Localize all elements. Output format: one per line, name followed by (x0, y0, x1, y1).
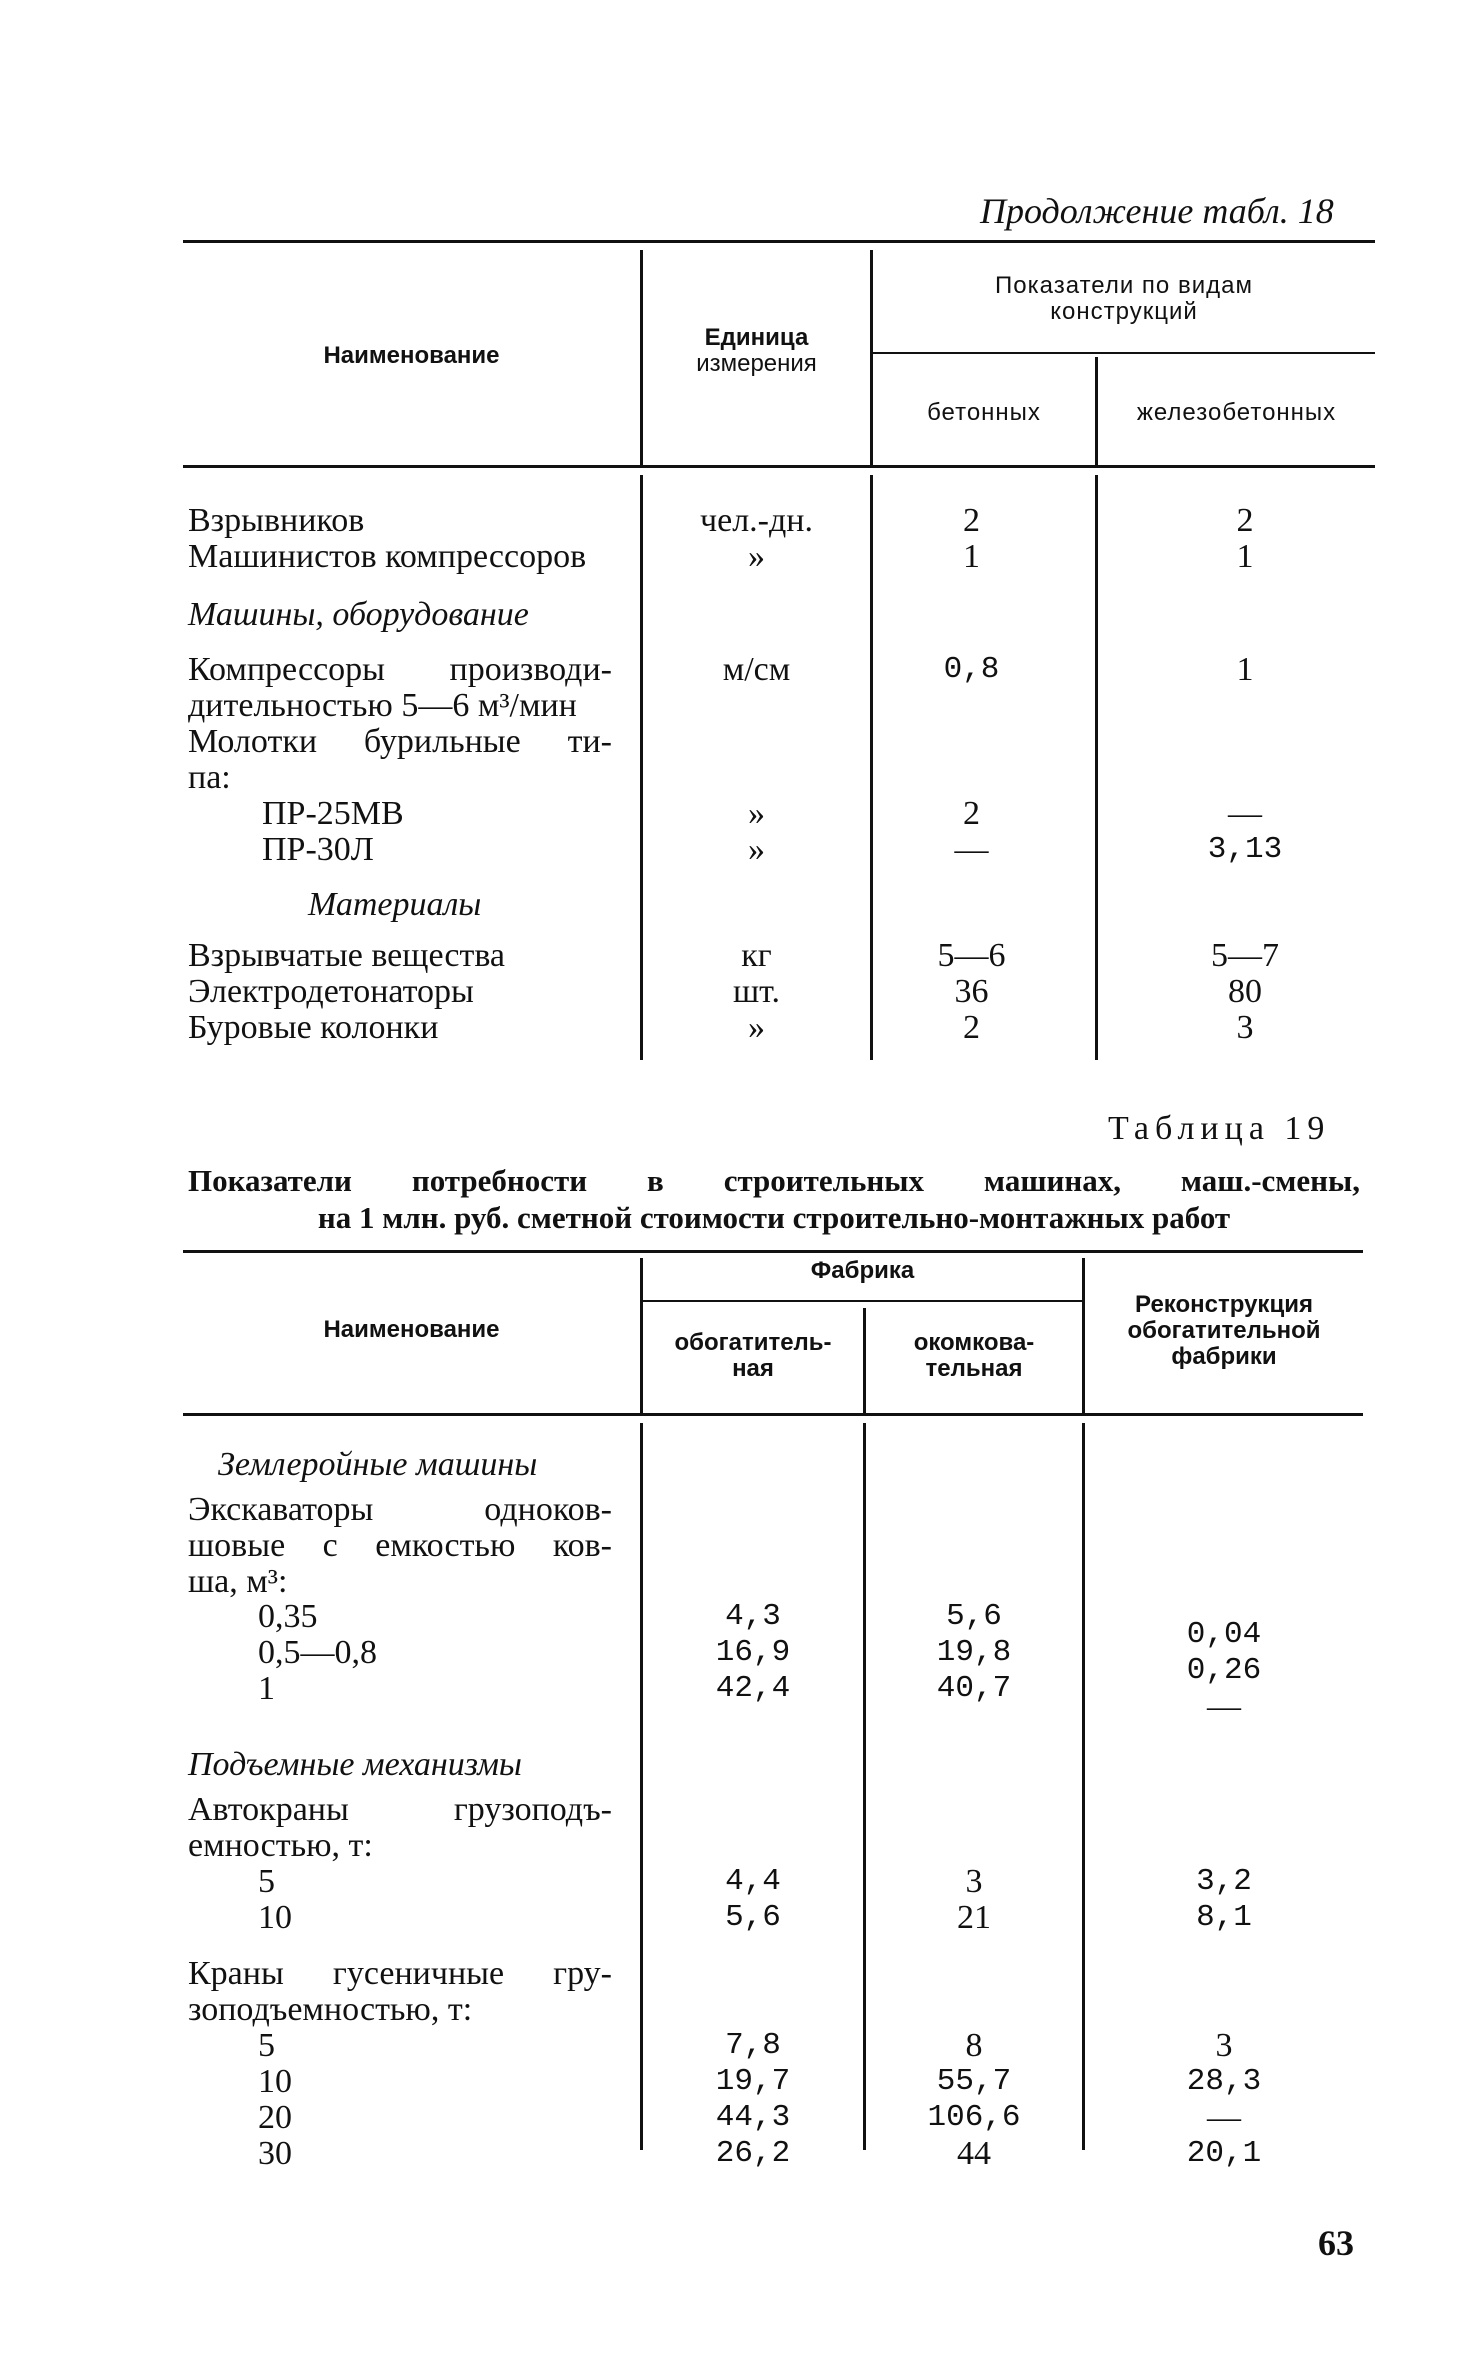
t18-material-unit: кг (741, 937, 772, 974)
t19-excav-enrich: 42,4 (715, 1671, 791, 1706)
t19-header-enrich: обогатитель- (674, 1329, 832, 1356)
t19-excav-size: 1 (258, 1670, 275, 1707)
t19-group-rule (643, 1300, 1082, 1302)
t19-header-rule (183, 1413, 1363, 1416)
t19-autocrane-line: Автокраны грузоподъ- (188, 1791, 612, 1828)
t18-material-name: Взрывчатые вещества (188, 937, 506, 974)
t19-autocrane-line: емностью, т: (188, 1827, 373, 1864)
t19-crawler-pellet: 55,7 (936, 2064, 1012, 2099)
t18-header-unit: измерения (696, 350, 817, 377)
t19-crawler-capacity: 20 (258, 2099, 292, 2136)
t18-material-concrete: 36 (954, 973, 989, 1010)
t18-body-divider (1095, 475, 1098, 1060)
t18-top-rule (183, 240, 1375, 243)
t19-crawler-pellet: 8 (965, 2027, 983, 2064)
t19-crawler-enrich: 19,7 (715, 2064, 791, 2099)
continuation-label: Продолжение табл. 18 (980, 191, 1334, 231)
t18-material-reinforced: 5—7 (1211, 937, 1279, 974)
t19-autocrane-recon: 8,1 (1196, 1900, 1252, 1935)
t19-crawler-enrich: 26,2 (715, 2136, 791, 2171)
t18-group-rule (873, 352, 1375, 354)
t19-header-pellet: тельная (925, 1355, 1023, 1382)
t19-crawler-recon: — (1207, 2099, 1241, 2136)
t19-autocrane-capacity: 5 (258, 1863, 275, 1900)
t18-material-concrete: 5—6 (937, 937, 1006, 974)
t18-pr25-concrete: 2 (963, 795, 980, 832)
t18-pr25-reinforced: — (1228, 795, 1262, 832)
t19-crawler-line: Краны гусеничные гру- (188, 1955, 612, 1992)
t18-pr30-concrete: — (954, 831, 989, 868)
t18-hammers-line: Молотки бурильные ти- (188, 723, 612, 760)
t18-compressors-concrete: 0,8 (943, 652, 1000, 687)
t19-autocrane-pellet: 21 (957, 1899, 991, 1936)
t18-header-name: Наименование (323, 342, 500, 369)
t19-autocrane-enrich: 4,4 (725, 1864, 781, 1899)
t19-excav-line: шовые с емкостью ков- (188, 1527, 612, 1564)
t19-excav-recon: 0,04 (1186, 1617, 1262, 1652)
t19-autocrane-recon: 3,2 (1196, 1864, 1252, 1899)
t18-header-group: Показатели по видам (995, 272, 1253, 299)
t19-excav-pellet: 40,7 (936, 1671, 1012, 1706)
t18-row-reinforced: 1 (1236, 538, 1254, 575)
t18-row-concrete: 2 (963, 502, 980, 539)
t18-header-reinforced: железобетонных (1136, 399, 1337, 426)
t19-crawler-capacity: 30 (258, 2135, 292, 2172)
t19-excav-pellet: 5,6 (946, 1599, 1002, 1634)
t18-pr30-reinforced: 3,13 (1207, 832, 1283, 867)
t19-autocrane-enrich: 5,6 (725, 1900, 781, 1935)
t19-excav-size: 0,35 (258, 1598, 318, 1635)
t18-pr30-name: ПР-30Л (262, 831, 374, 868)
t19-excav-line: ша, м³: (188, 1563, 288, 1600)
t19-autocrane-capacity: 10 (258, 1899, 292, 1936)
t19-header-pellet: окомкова- (913, 1329, 1035, 1356)
t19-section-lift: Подъемные механизмы (188, 1746, 522, 1783)
t19-excav-line: Экскаваторы одноков- (188, 1491, 612, 1528)
t19-excav-pellet: 19,8 (936, 1635, 1012, 1670)
t18-material-unit: » (748, 1009, 765, 1046)
page-number: 63 (1318, 2223, 1354, 2263)
t18-compressors-reinforced: 1 (1236, 651, 1254, 688)
t18-row-name: Машинистов компрессоров (188, 538, 587, 575)
t19-excav-recon: — (1207, 1688, 1241, 1725)
t18-pr30-unit: » (748, 831, 765, 868)
t18-pr25-unit: » (748, 795, 765, 832)
t19-crawler-enrich: 7,8 (725, 2028, 781, 2063)
t19-header-recon: обогатительной (1127, 1317, 1321, 1344)
t18-material-unit: шт. (733, 973, 780, 1010)
t18-header-group: конструкций (1050, 298, 1198, 325)
t19-excav-recon: 0,26 (1186, 1653, 1262, 1688)
t19-crawler-recon: 28,3 (1186, 2064, 1262, 2099)
t19-crawler-pellet: 106,6 (927, 2100, 1021, 2135)
t18-header-unit: Единица (704, 324, 809, 351)
t18-row-unit: чел.-дн. (700, 502, 813, 539)
t19-header-factory: Фабрика (810, 1257, 915, 1284)
t18-row-reinforced: 2 (1236, 502, 1254, 539)
t19-excav-enrich: 16,9 (715, 1635, 791, 1670)
t19-header-name: Наименование (323, 1316, 500, 1343)
t19-top-rule (183, 1250, 1363, 1253)
t19-header-recon: фабрики (1171, 1343, 1277, 1370)
t19-section-earth: Землеройные машины (218, 1446, 538, 1483)
t18-material-reinforced: 80 (1228, 973, 1262, 1010)
t19-title: Показатели потребности в строительных машинах, маш.-смены, (188, 1163, 1360, 1198)
t18-header-concrete: бетонных (927, 399, 1041, 426)
t18-compressors-unit: м/см (722, 651, 791, 688)
t18-material-name: Электродетонаторы (188, 973, 474, 1010)
t19-excav-enrich: 4,3 (725, 1599, 781, 1634)
t18-compressors-line: дительностью 5—6 м³/мин (188, 687, 577, 724)
t18-pr25-name: ПР-25МВ (262, 795, 404, 832)
t19-header-enrich: ная (732, 1355, 774, 1382)
t18-row-name: Взрывников (188, 502, 365, 539)
t18-compressors-line: Компрессоры производи- (188, 651, 612, 688)
t18-section-materials: Материалы (308, 886, 482, 923)
t18-row-unit: » (748, 538, 765, 575)
t19-crawler-enrich: 44,3 (715, 2100, 791, 2135)
t18-section-machines: Машины, оборудование (188, 596, 529, 633)
t19-crawler-capacity: 5 (258, 2027, 275, 2064)
t19-crawler-pellet: 44 (957, 2135, 991, 2172)
t18-row-concrete: 1 (963, 538, 980, 575)
t19-label: Таблица 19 (1108, 1110, 1331, 1147)
t19-header-recon: Реконструкция (1135, 1291, 1313, 1318)
t19-title: на 1 млн. руб. сметной стоимости строительно-монтажных работ (317, 1200, 1231, 1235)
t19-crawler-recon: 20,1 (1186, 2136, 1262, 2171)
t18-material-reinforced: 3 (1236, 1009, 1254, 1046)
t19-autocrane-pellet: 3 (965, 1863, 983, 1900)
t18-material-name: Буровые колонки (188, 1009, 439, 1046)
t19-crawler-capacity: 10 (258, 2063, 292, 2100)
t18-header-rule (183, 465, 1375, 468)
t19-crawler-line: зоподъемностью, т: (188, 1991, 473, 2028)
t19-excav-size: 0,5—0,8 (258, 1634, 377, 1671)
t18-hammers-line: па: (188, 759, 231, 796)
t19-crawler-recon: 3 (1215, 2027, 1233, 2064)
t18-material-concrete: 2 (963, 1009, 980, 1046)
